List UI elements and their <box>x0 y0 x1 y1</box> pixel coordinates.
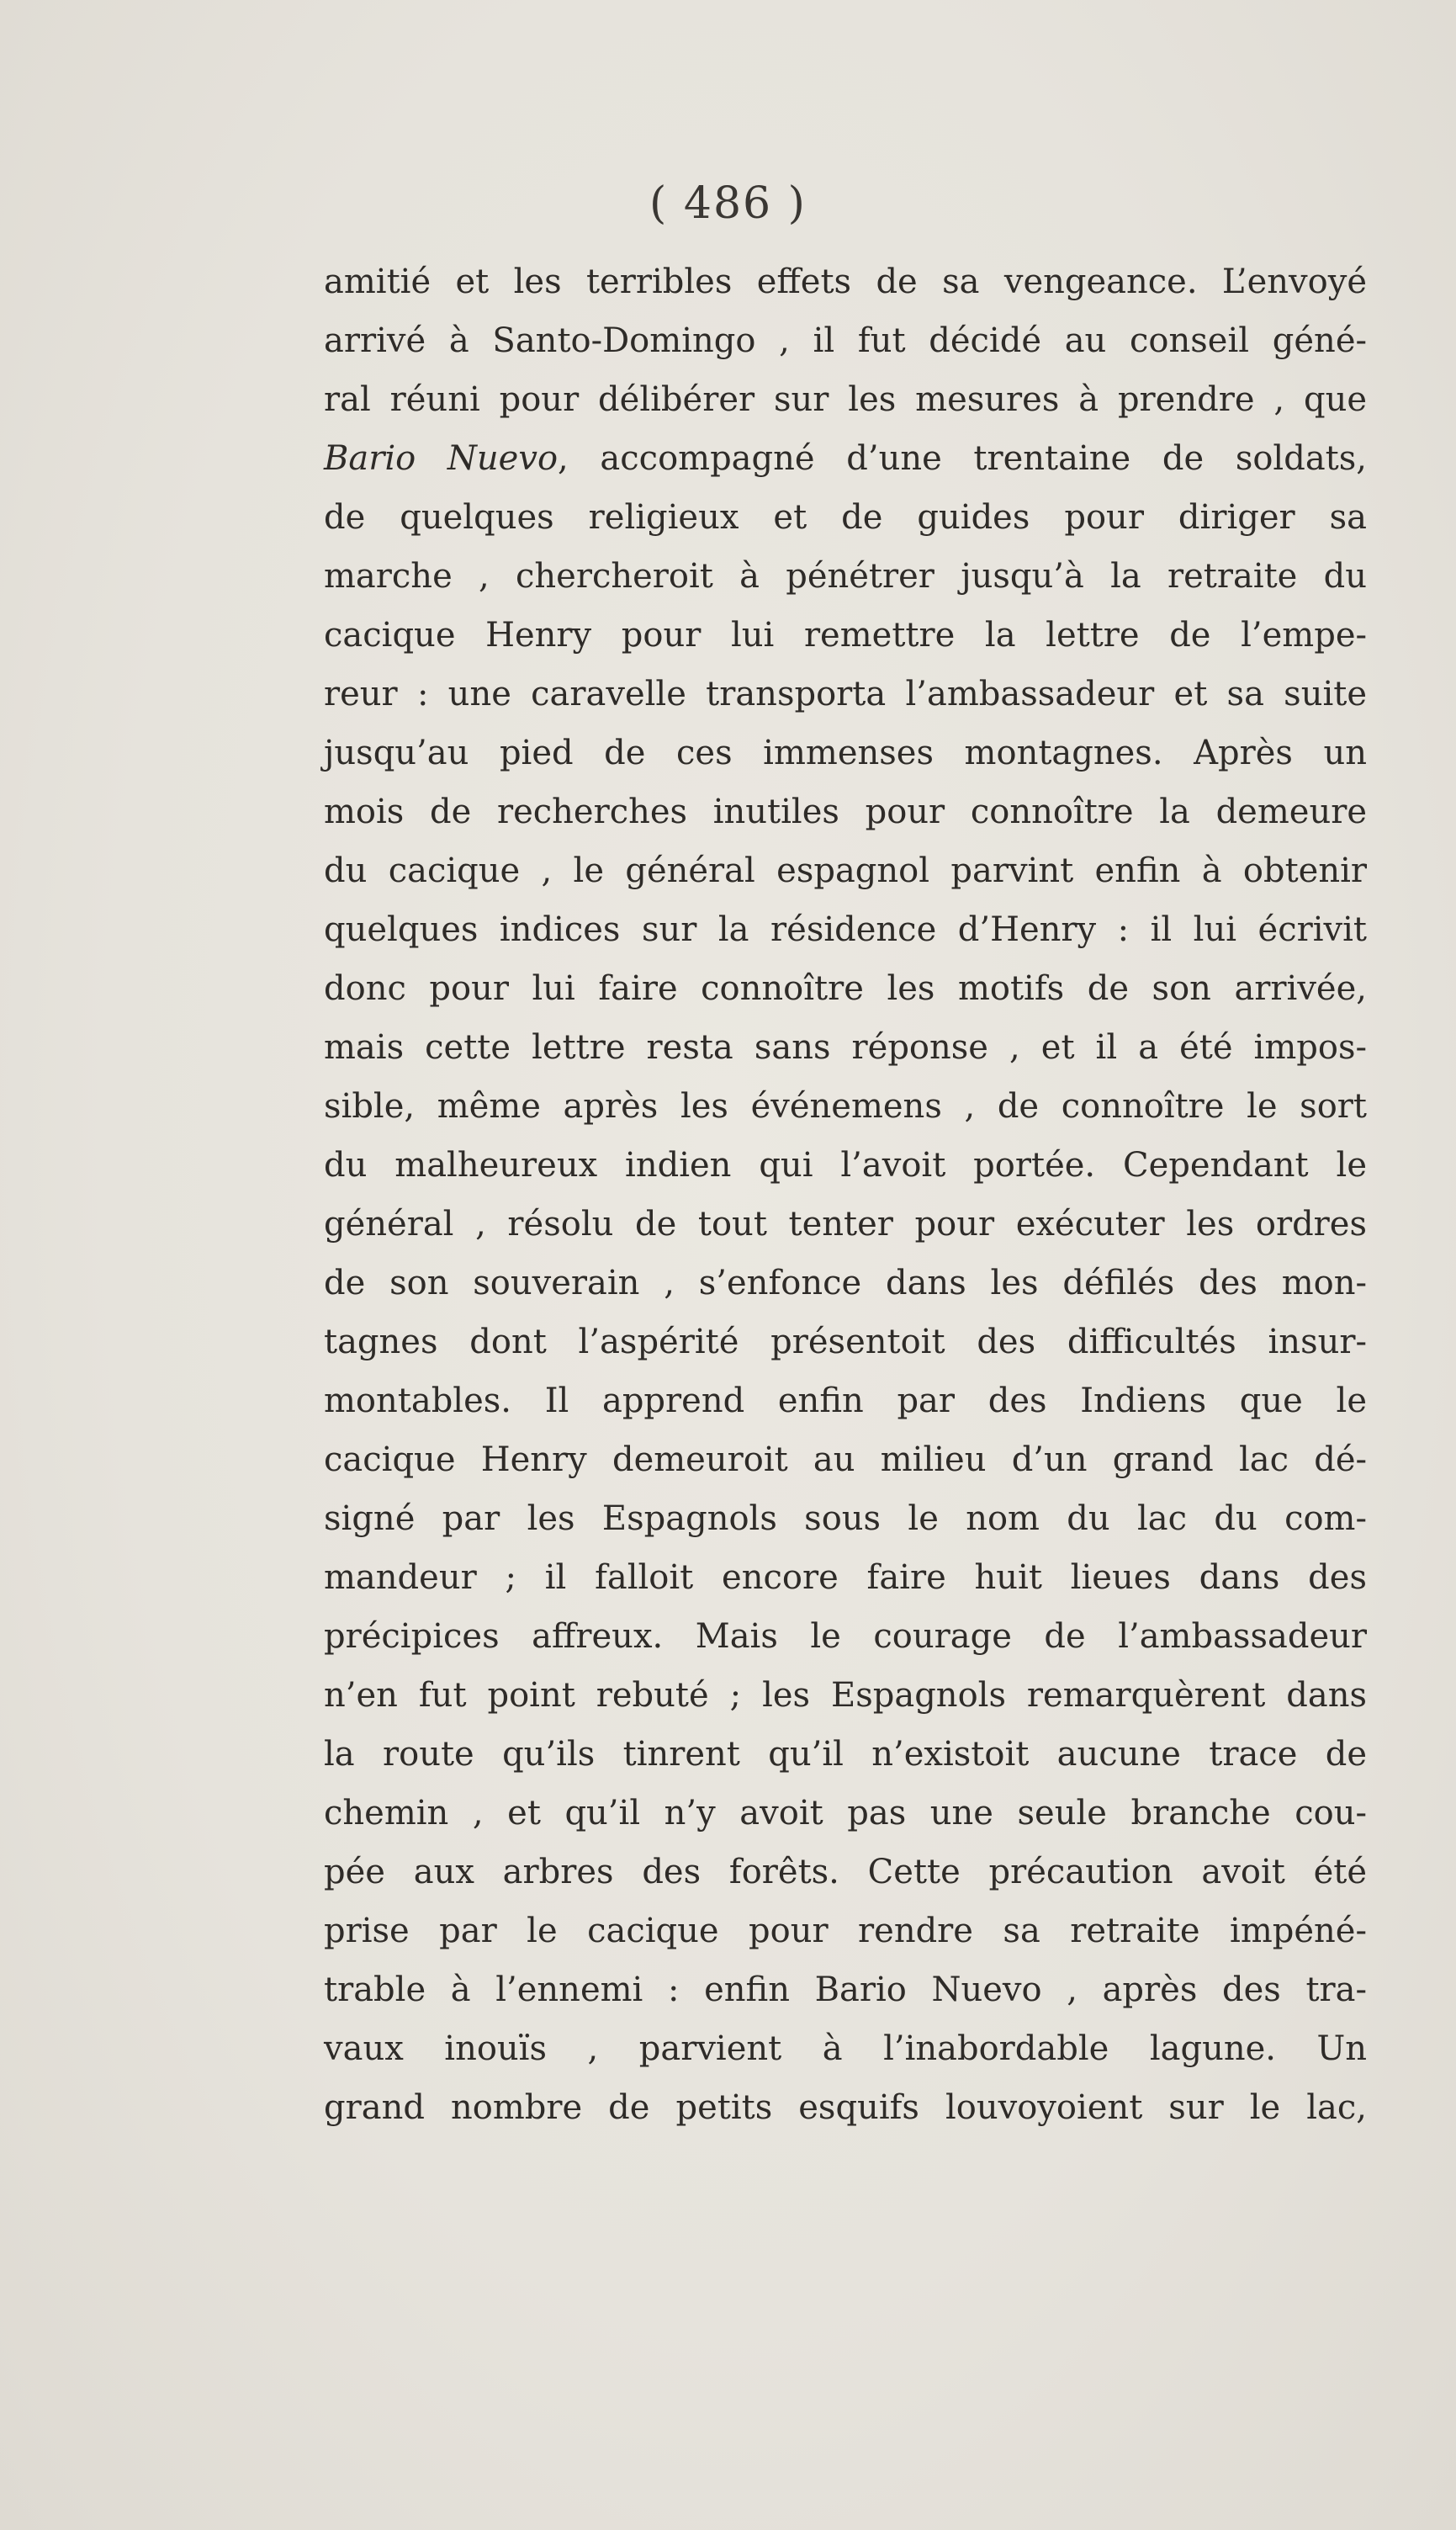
text-line <box>324 2019 1367 2078</box>
text-line <box>324 1784 1367 1843</box>
text-line <box>324 1666 1367 1725</box>
text-line <box>324 1195 1367 1254</box>
text-line <box>324 2078 1367 2137</box>
text-line <box>324 1489 1367 1548</box>
text-line <box>324 252 1367 311</box>
text-segment: n’en fut point rebuté ; les Espagnols remarquèrent dans <box>324 1676 1367 1715</box>
text-segment: quelques indices sur la résidence d’Henry : il lui écrivit <box>324 910 1367 949</box>
text-segment: cacique Henry pour lui remettre la lettre de l’empe- <box>324 616 1367 655</box>
body-text <box>324 252 1367 2137</box>
text-segment: signé par les Espagnols sous le nom du lac du com- <box>324 1499 1367 1538</box>
text-line <box>324 311 1367 370</box>
text-segment: précipices affreux. Mais le courage de l’ambassadeur <box>324 1617 1367 1656</box>
text-segment: trable à l’ennemi : enfin Bario Nuevo , après des tra- <box>324 1970 1367 2009</box>
text-segment: la route qu’ils tinrent qu’il n’existoit aucune trace de <box>324 1735 1367 1774</box>
text-line <box>324 841 1367 900</box>
page-number: ( 486 ) <box>649 178 807 229</box>
text-segment: du malheureux indien qui l’avoit portée. Cependant le <box>324 1146 1367 1185</box>
text-line <box>324 1136 1367 1195</box>
text-segment: de son souverain , s’enfonce dans les défilés des mon- <box>324 1264 1367 1302</box>
text-line <box>324 665 1367 724</box>
text-segment: , accompagné d’une trentaine de soldats, <box>558 439 1367 478</box>
text-segment: général , résolu de tout tenter pour exécuter les ordres <box>324 1205 1367 1244</box>
text-line <box>324 488 1367 547</box>
text-segment: du cacique , le général espagnol parvint enfin à obtenir <box>324 851 1367 890</box>
text-line <box>324 782 1367 841</box>
text-line <box>324 547 1367 606</box>
text-line <box>324 959 1367 1018</box>
text-segment: marche , chercheroit à pénétrer jusqu’à la retraite du <box>324 557 1367 596</box>
text-segment: prise par le cacique pour rendre sa retraite impéné- <box>324 1912 1367 1950</box>
text-line <box>324 724 1367 782</box>
text-line <box>324 370 1367 429</box>
text-segment: mais cette lettre resta sans réponse , et il a été impos- <box>324 1028 1367 1067</box>
text-line <box>324 1901 1367 1960</box>
text-line <box>324 1313 1367 1371</box>
text-line <box>324 1843 1367 1901</box>
text-segment: pée aux arbres des forêts. Cette précaution avoit été <box>324 1853 1367 1891</box>
text-segment: arrivé à Santo-Domingo , il fut décidé au conseil géné- <box>324 321 1367 360</box>
text-line <box>324 1077 1367 1136</box>
text-segment: montables. Il apprend enfin par des Indiens que le <box>324 1382 1367 1420</box>
text-line <box>324 1548 1367 1607</box>
text-segment: amitié et les terribles effets de sa vengeance. L’envoyé <box>324 263 1367 301</box>
italic-name: Bario Nuevo <box>324 439 559 478</box>
text-segment: mois de recherches inutiles pour connoître la demeure <box>324 793 1367 831</box>
text-line <box>324 1371 1367 1430</box>
text-line <box>324 1018 1367 1077</box>
text-line <box>324 1430 1367 1489</box>
text-line <box>324 1725 1367 1784</box>
text-segment: chemin , et qu’il n’y avoit pas une seule branche cou- <box>324 1794 1367 1833</box>
text-line <box>324 1607 1367 1666</box>
text-segment: vaux inouïs , parvient à l’inabordable lagune. Un <box>324 2029 1367 2068</box>
text-line <box>324 900 1367 959</box>
text-line <box>324 1254 1367 1313</box>
text-segment: mandeur ; il falloit encore faire huit lieues dans des <box>324 1558 1367 1597</box>
text-segment: jusqu’au pied de ces immenses montagnes. Après un <box>324 734 1367 772</box>
text-segment: sible, même après les événemens , de connoître le sort <box>324 1087 1367 1126</box>
text-segment: donc pour lui faire connoître les motifs de son arrivée, <box>324 969 1367 1008</box>
text-segment: ral réuni pour délibérer sur les mesures à prendre , que <box>324 380 1367 419</box>
text-segment: cacique Henry demeuroit au milieu d’un grand lac dé- <box>324 1440 1367 1479</box>
text-segment: reur : une caravelle transporta l’ambassadeur et sa suite <box>324 675 1367 713</box>
text-line <box>324 429 1367 488</box>
text-line <box>324 1960 1367 2019</box>
text-segment: grand nombre de petits esquifs louvoyoient sur le lac, <box>324 2088 1367 2127</box>
text-line <box>324 606 1367 665</box>
text-segment: de quelques religieux et de guides pour diriger sa <box>324 498 1367 537</box>
text-segment: tagnes dont l’aspérité présentoit des difficultés insur- <box>324 1323 1367 1361</box>
